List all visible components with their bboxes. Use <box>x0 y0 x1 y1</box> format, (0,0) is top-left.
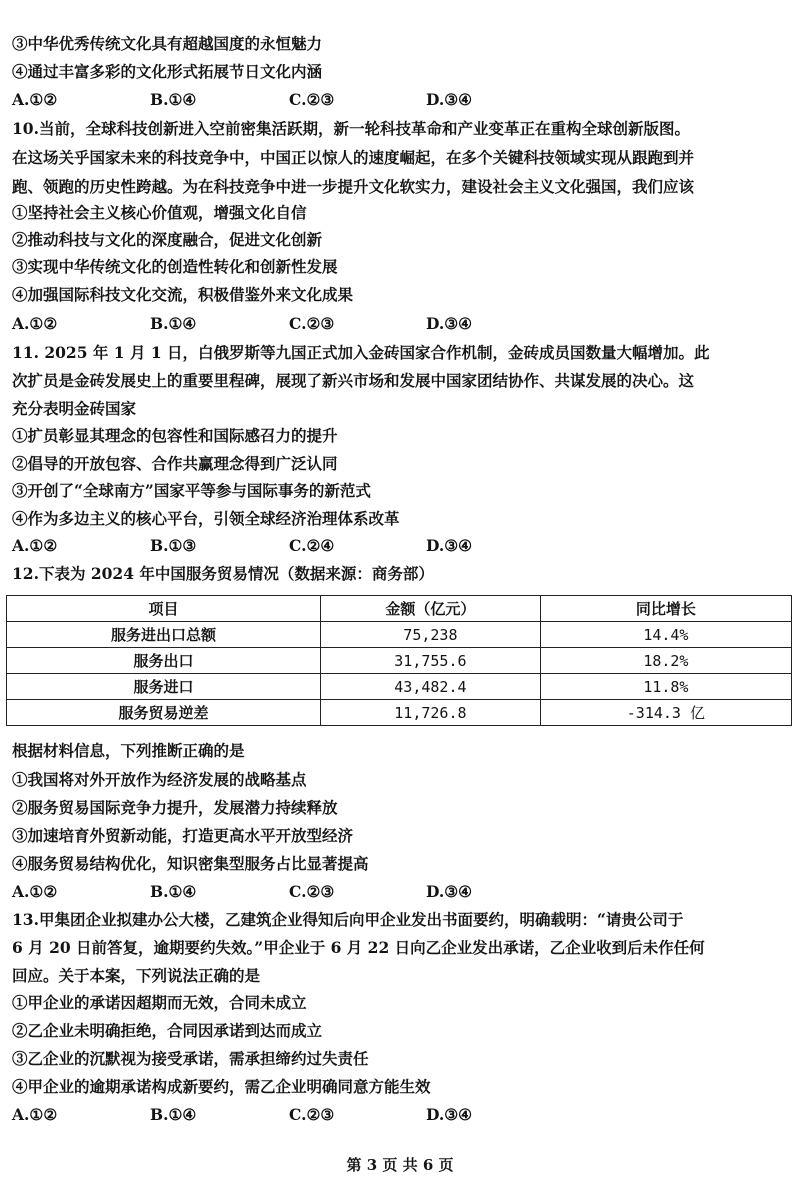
answer-d: D.③④ <box>426 536 473 555</box>
table-row <box>7 648 792 674</box>
q13-stem-line-3: 回应。关于本案，下列说法正确的是 <box>12 966 261 985</box>
table-header-row <box>7 596 792 622</box>
table-header-amount: 金额（亿元） <box>321 596 541 622</box>
table-row <box>7 622 792 648</box>
q13-option-2: ②乙企业未明确拒绝，合同因承诺到达而成立 <box>12 1021 323 1040</box>
q12-option-4: ④服务贸易结构优化，知识密集型服务占比显著提高 <box>12 854 369 873</box>
q10-option-4: ④加强国际科技文化交流，积极借鉴外来文化成果 <box>12 285 354 304</box>
answer-a: A.①② <box>12 536 58 555</box>
q11-answer-choices <box>12 533 788 559</box>
q11-option-1: ①扩员彰显其理念的包容性和国际感召力的提升 <box>12 426 338 445</box>
q13-option-3: ③乙企业的沉默视为接受承诺，需承担缔约过失责任 <box>12 1049 369 1068</box>
page-number: 第 3 页 共 6 页 <box>346 1156 454 1174</box>
q13-stem-line-2: 6 月 20 日前答复，逾期要约失效。”甲企业于 6 月 22 日向乙企业发出承诺，乙企业收到后未作任何 <box>12 938 705 957</box>
q12-stem: 12.下表为 2024 年中国服务贸易情况（数据来源：商务部） <box>12 564 434 583</box>
table-cell-amount: 43,482.4 <box>321 674 541 700</box>
q10-option-1: ①坚持社会主义核心价值观，增强文化自信 <box>12 203 307 222</box>
table-cell-growth: -314.3 亿 <box>540 700 791 726</box>
q11-option-4: ④作为多边主义的核心平台，引领全球经济治理体系改革 <box>12 509 400 528</box>
q12-option-1: ①我国将对外开放作为经济发展的战略基点 <box>12 770 307 789</box>
q10-stem-line-2: 在这场关乎国家未来的科技竞争中，中国正以惊人的速度崛起，在多个关键科技领域实现从跟跑到并 <box>12 148 695 167</box>
q10-stem-line-1: 10.当前，全球科技创新进入空前密集活跃期，新一轮科技革命和产业变革正在重构全球创新版图。 <box>12 119 690 138</box>
table-cell-amount: 75,238 <box>321 622 541 648</box>
q12-question: 根据材料信息，下列推断正确的是 <box>12 741 245 760</box>
q12-option-2: ②服务贸易国际竞争力提升，发展潜力持续释放 <box>12 798 338 817</box>
table-cell-growth: 14.4% <box>540 622 791 648</box>
answer-c: C.②③ <box>289 90 335 109</box>
q10-option-2: ②推动科技与文化的深度融合，促进文化创新 <box>12 230 323 249</box>
q10-stem-line-3: 跑、领跑的历史性跨越。为在科技竞争中进一步提升文化软实力，建设社会主义文化强国，我们应该 <box>12 177 695 196</box>
q10-option-3: ③实现中华传统文化的创造性转化和创新性发展 <box>12 257 338 276</box>
q13-option-1: ①甲企业的承诺因超期而无效，合同未成立 <box>12 993 307 1012</box>
table-cell-growth: 18.2% <box>540 648 791 674</box>
q9-option-4: ④通过丰富多彩的文化形式拓展节日文化内涵 <box>12 62 323 81</box>
table-header-item: 项目 <box>7 596 321 622</box>
table-cell-amount: 11,726.8 <box>321 700 541 726</box>
q13-answer-choices <box>12 1102 788 1128</box>
table-cell-item: 服务进出口总额 <box>7 622 321 648</box>
q12-option-3: ③加速培育外贸新动能，打造更高水平开放型经济 <box>12 826 354 845</box>
table-cell-growth: 11.8% <box>540 674 791 700</box>
answer-b: B.①④ <box>150 1105 197 1124</box>
answer-a: A.①② <box>12 90 58 109</box>
answer-c: C.②③ <box>289 882 335 901</box>
table-cell-item: 服务出口 <box>7 648 321 674</box>
answer-d: D.③④ <box>426 882 473 901</box>
answer-b: B.①④ <box>150 314 197 333</box>
answer-b: B.①④ <box>150 90 197 109</box>
table-header-growth: 同比增长 <box>540 596 791 622</box>
q9-answer-choices <box>12 87 788 113</box>
q11-stem-line-3: 充分表明金砖国家 <box>12 399 137 418</box>
answer-a: A.①② <box>12 882 58 901</box>
table-cell-item: 服务进口 <box>7 674 321 700</box>
answer-b: B.①③ <box>150 536 197 555</box>
q11-stem-line-2: 次扩员是金砖发展史上的重要里程碑，展现了新兴市场和发展中国家团结协作、共谋发展的决心。这 <box>12 371 695 390</box>
q12-answer-choices <box>12 879 788 905</box>
q13-option-4: ④甲企业的逾期承诺构成新要约，需乙企业明确同意方能生效 <box>12 1077 431 1096</box>
service-trade-table <box>6 595 792 726</box>
answer-a: A.①② <box>12 1105 58 1124</box>
table-cell-item: 服务贸易逆差 <box>7 700 321 726</box>
answer-d: D.③④ <box>426 1105 473 1124</box>
q9-option-3: ③中华优秀传统文化具有超越国度的永恒魅力 <box>12 34 323 53</box>
table-row <box>7 700 792 726</box>
table-row <box>7 674 792 700</box>
answer-a: A.①② <box>12 314 58 333</box>
q11-option-2: ②倡导的开放包容、合作共赢理念得到广泛认同 <box>12 454 338 473</box>
answer-c: C.②④ <box>289 536 335 555</box>
q13-stem-line-1: 13.甲集团企业拟建办公大楼，乙建筑企业得知后向甲企业发出书面要约，明确载明：“请贵公司于 <box>12 910 684 929</box>
answer-c: C.②③ <box>289 314 335 333</box>
q11-stem-line-1: 11. 2025 年 1 月 1 日，白俄罗斯等九国正式加入金砖国家合作机制，金砖成员国数量大幅增加。此 <box>12 343 710 362</box>
table-cell-amount: 31,755.6 <box>321 648 541 674</box>
q10-answer-choices <box>12 311 788 337</box>
answer-d: D.③④ <box>426 314 473 333</box>
answer-c: C.②③ <box>289 1105 335 1124</box>
answer-d: D.③④ <box>426 90 473 109</box>
answer-b: B.①④ <box>150 882 197 901</box>
q11-option-3: ③开创了“全球南方”国家平等参与国际事务的新范式 <box>12 481 371 500</box>
